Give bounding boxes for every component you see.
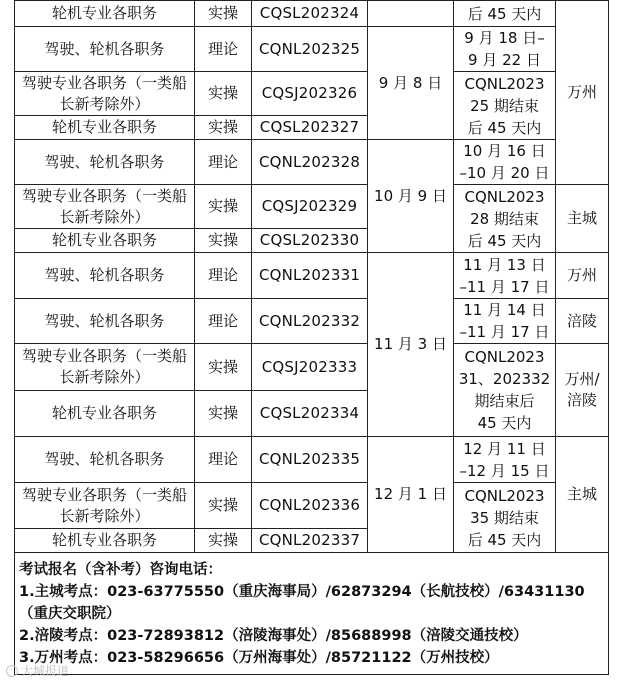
contact-text: 023-63775550（重庆海事局）/62873294（长航技校）/63431130（重庆交职院） bbox=[19, 583, 585, 622]
watermark bbox=[6, 662, 69, 679]
watermark-text: 大城报道 bbox=[21, 664, 70, 678]
category-cell: 理论 bbox=[195, 299, 252, 344]
enrollment-period-cell: 11 月 14 日 –11 月 17 日 bbox=[454, 299, 556, 344]
location-cell: 主城 bbox=[556, 185, 609, 253]
position-cell: 轮机专业各职务 bbox=[15, 229, 195, 253]
contact-info-cell bbox=[15, 553, 609, 675]
location-cell: 万州 bbox=[556, 253, 609, 299]
contact-title: 考试报名（含补考）咨询电话： bbox=[19, 561, 222, 578]
enrollment-period-cell: CQNL2023 25 期结束 后 45 天内 bbox=[454, 72, 556, 140]
enrollment-period-cell: CQNL2023 35 期结束 后 45 天内 bbox=[454, 483, 556, 553]
exam-date-cell: 10 月 9 日 bbox=[368, 140, 454, 253]
position-cell: 驾驶专业各职务（一类船长新考除外） bbox=[15, 344, 195, 391]
position-cell: 驾驶、轮机各职务 bbox=[15, 27, 195, 72]
exam-code-cell: CQSL202330 bbox=[252, 229, 368, 253]
exam-code-cell: CQNL202336 bbox=[252, 483, 368, 529]
exam-date-cell: 12 月 1 日 bbox=[368, 437, 454, 553]
table-row bbox=[15, 27, 609, 72]
exam-code-cell: CQSJ202329 bbox=[252, 185, 368, 229]
position-cell: 驾驶、轮机各职务 bbox=[15, 437, 195, 483]
contact-text: 023-58296656（万州海事处）/85721122（万州技校） bbox=[107, 649, 499, 666]
category-cell: 实操 bbox=[195, 72, 252, 116]
exam-code-cell: CQNL202328 bbox=[252, 140, 368, 185]
table-row bbox=[15, 140, 609, 185]
position-cell: 驾驶专业各职务（一类船长新考除外） bbox=[15, 483, 195, 529]
exam-date-cell: 11 月 3 日 bbox=[368, 253, 454, 437]
position-cell: 驾驶、轮机各职务 bbox=[15, 140, 195, 185]
table-row bbox=[15, 344, 609, 391]
enrollment-period-cell: 12 月 11 日 –12 月 15 日 bbox=[454, 437, 556, 483]
exam-date-cell bbox=[368, 1, 454, 27]
enrollment-period-cell: 11 月 13 日 –11 月 17 日 bbox=[454, 253, 556, 299]
exam-schedule-table bbox=[14, 0, 609, 675]
position-cell: 驾驶专业各职务（一类船长新考除外） bbox=[15, 72, 195, 116]
category-cell: 理论 bbox=[195, 27, 252, 72]
category-cell: 实操 bbox=[195, 1, 252, 27]
exam-code-cell: CQNL202335 bbox=[252, 437, 368, 483]
category-cell: 理论 bbox=[195, 253, 252, 299]
exam-code-cell: CQNL202332 bbox=[252, 299, 368, 344]
exam-code-cell: CQSL202334 bbox=[252, 391, 368, 437]
position-cell: 驾驶专业各职务（一类船长新考除外） bbox=[15, 185, 195, 229]
contact-row bbox=[15, 553, 609, 675]
category-cell: 实操 bbox=[195, 344, 252, 391]
position-cell: 驾驶、轮机各职务 bbox=[15, 299, 195, 344]
location-cell: 涪陵 bbox=[556, 299, 609, 344]
contact-label: 3.万州考点： bbox=[19, 649, 108, 666]
location-cell: 万州 bbox=[556, 1, 609, 185]
exam-code-cell: CQNL202337 bbox=[252, 529, 368, 553]
enrollment-period-cell: 9 月 18 日– 9 月 22 日 bbox=[454, 27, 556, 72]
contact-label: 1.主城考点： bbox=[19, 583, 108, 600]
exam-code-cell: CQSJ202326 bbox=[252, 72, 368, 116]
table-row bbox=[15, 1, 609, 27]
exam-code-cell: CQSL202324 bbox=[252, 1, 368, 27]
circle-logo-icon bbox=[6, 665, 18, 677]
contact-text: 023-72893812（涪陵海事处）/85688998（涪陵交通技校） bbox=[107, 627, 528, 644]
contact-line-main-city bbox=[19, 581, 604, 625]
exam-code-cell: CQNL202325 bbox=[252, 27, 368, 72]
enrollment-period-cell: 后 45 天内 bbox=[454, 1, 556, 27]
location-cell: 万州/ 涪陵 bbox=[556, 344, 609, 437]
category-cell: 理论 bbox=[195, 140, 252, 185]
category-cell: 理论 bbox=[195, 437, 252, 483]
category-cell: 实操 bbox=[195, 229, 252, 253]
exam-code-cell: CQSJ202333 bbox=[252, 344, 368, 391]
exam-code-cell: CQNL202331 bbox=[252, 253, 368, 299]
category-cell: 实操 bbox=[195, 529, 252, 553]
enrollment-period-cell: 10 月 16 日 –10 月 20 日 bbox=[454, 140, 556, 185]
location-cell: 主城 bbox=[556, 437, 609, 553]
table-row bbox=[15, 483, 609, 529]
exam-code-cell: CQSL202327 bbox=[252, 116, 368, 140]
table-row bbox=[15, 185, 609, 229]
exam-date-cell: 9 月 8 日 bbox=[368, 27, 454, 140]
position-cell: 轮机专业各职务 bbox=[15, 116, 195, 140]
enrollment-period-cell: CQNL2023 31、202332 期结束后 45 天内 bbox=[454, 344, 556, 437]
category-cell: 实操 bbox=[195, 483, 252, 529]
exam-schedule-sheet bbox=[14, 0, 608, 687]
position-cell: 驾驶、轮机各职务 bbox=[15, 253, 195, 299]
position-cell: 轮机专业各职务 bbox=[15, 1, 195, 27]
position-cell: 轮机专业各职务 bbox=[15, 529, 195, 553]
table-row bbox=[15, 72, 609, 116]
category-cell: 实操 bbox=[195, 185, 252, 229]
table-row bbox=[15, 437, 609, 483]
position-cell: 轮机专业各职务 bbox=[15, 391, 195, 437]
contact-line-fuling bbox=[19, 625, 604, 647]
category-cell: 实操 bbox=[195, 391, 252, 437]
contact-label: 2.涪陵考点： bbox=[19, 627, 108, 644]
category-cell: 实操 bbox=[195, 116, 252, 140]
contact-line-wanzhou bbox=[19, 647, 604, 669]
table-row bbox=[15, 299, 609, 344]
table-row bbox=[15, 253, 609, 299]
enrollment-period-cell: CQNL2023 28 期结束 后 45 天内 bbox=[454, 185, 556, 253]
